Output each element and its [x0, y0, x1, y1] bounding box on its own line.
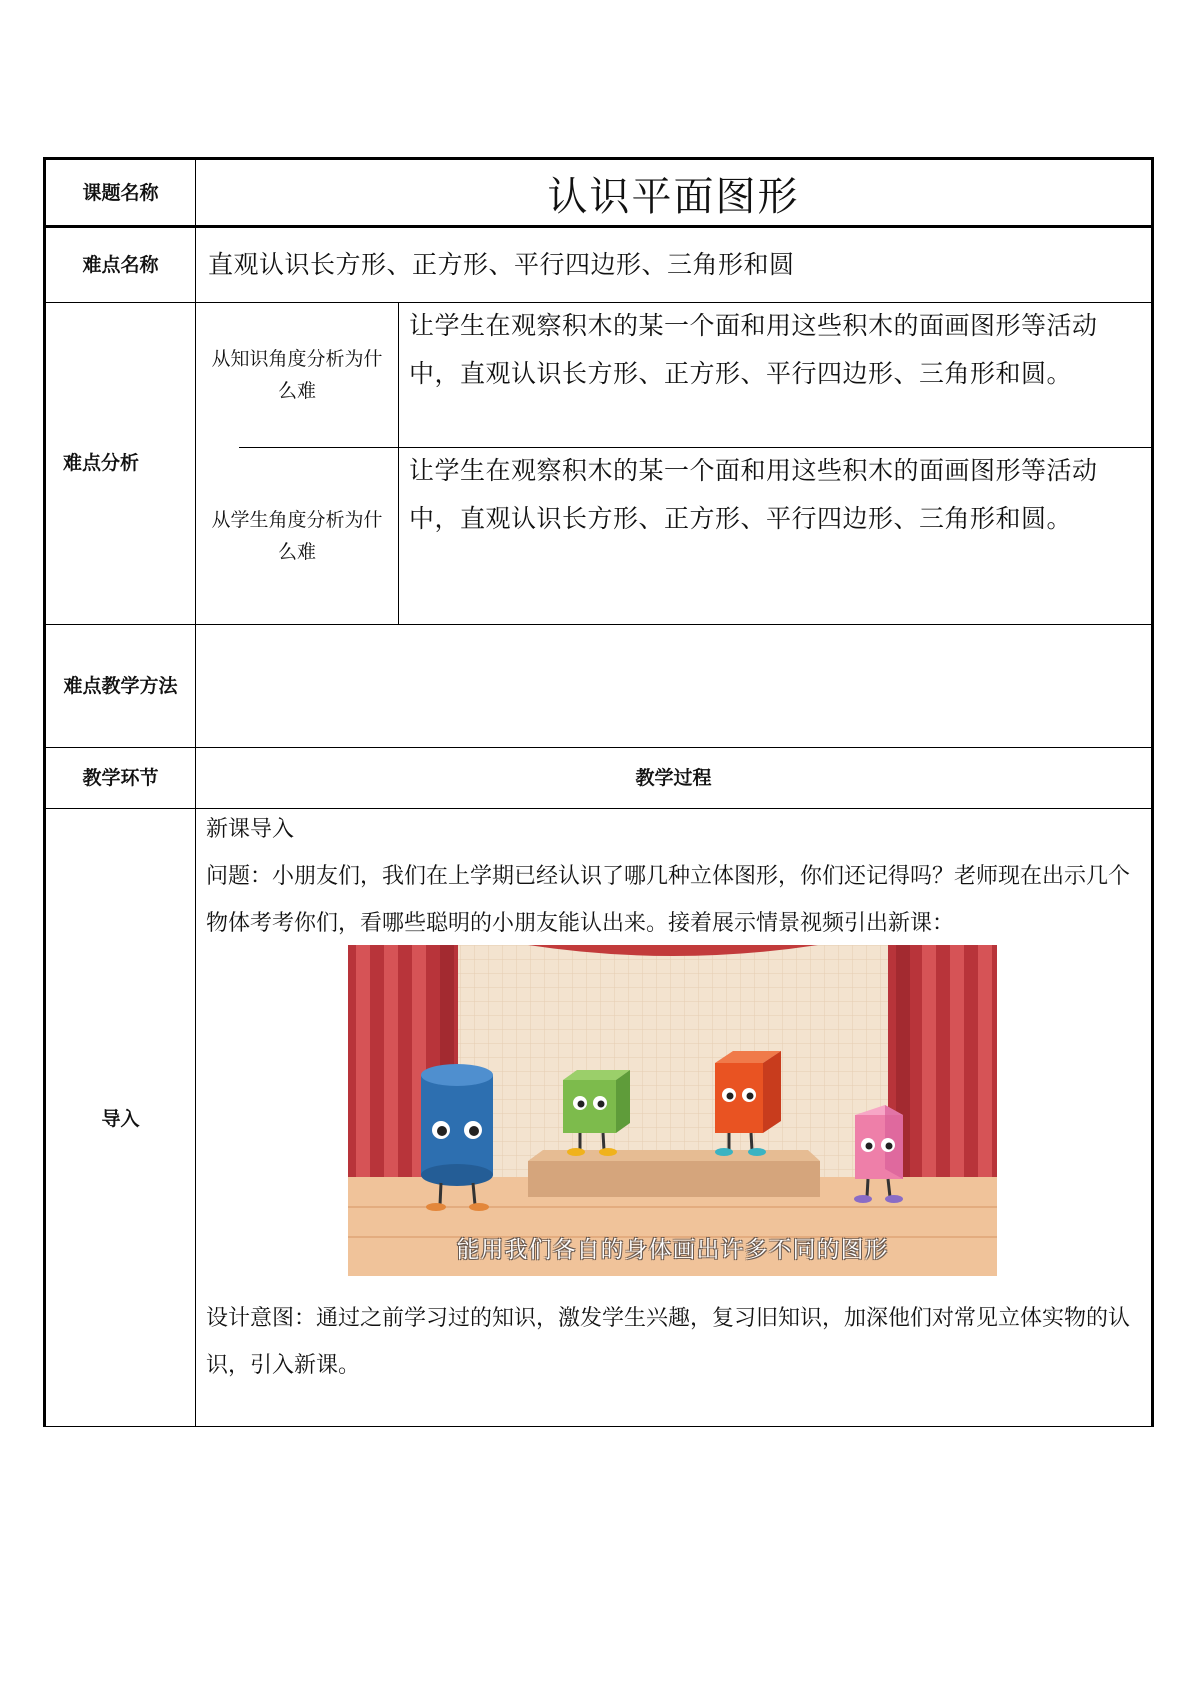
- analysis-label: 难点分析: [62, 452, 139, 474]
- topic-label: 课题名称: [82, 181, 159, 204]
- page-title: 认识平面图形: [547, 173, 800, 220]
- difficulty-label: 难点名称: [82, 254, 159, 276]
- difficulty-value: 直观认识长方形、正方形、平行四边形、三角形和圆: [208, 250, 795, 279]
- column-divider: [398, 302, 399, 624]
- stage-header: 教学环节: [82, 766, 159, 789]
- stage-platform: [528, 1161, 820, 1197]
- process-header: 教学过程: [635, 766, 712, 789]
- analysis-knowledge-label: 从知识角度分析为什么难: [211, 347, 383, 402]
- design-intent: 设计意图：通过之前学习过的知识，激发学生兴趣，复习旧知识，加深他们对常见立体实物的认识，引入新课。: [206, 1306, 1131, 1378]
- video-caption: 能用我们各自的身体画出许多不同的图形: [456, 1237, 889, 1263]
- intro-label: 导入: [101, 1108, 140, 1130]
- intro-heading: 新课导入: [206, 817, 295, 842]
- row-divider: [46, 624, 1151, 625]
- method-label: 难点教学方法: [63, 674, 178, 697]
- stage-illustration: [348, 945, 997, 1276]
- intro-question: 问题：小朋友们，我们在上学期已经认识了哪几种立体图形，你们还记得吗？老师现在出示几个物体考考你们，看哪些聪明的小朋友能认出来。接着展示情景视频引出新课：: [206, 864, 1131, 936]
- intro-content: [206, 806, 1136, 947]
- analysis-student-text: 让学生在观察积木的某一个面和用这些积木的面画图形等活动中，直观认识长方形、正方形、平行四边形、三角形和圆。: [409, 456, 1098, 533]
- video-still: [348, 945, 997, 1276]
- analysis-student-label: 从学生角度分析为什么难: [211, 508, 383, 563]
- analysis-knowledge-text: 让学生在观察积木的某一个面和用这些积木的面画图形等活动中，直观认识长方形、正方形、平行四边形、三角形和圆。: [409, 311, 1098, 388]
